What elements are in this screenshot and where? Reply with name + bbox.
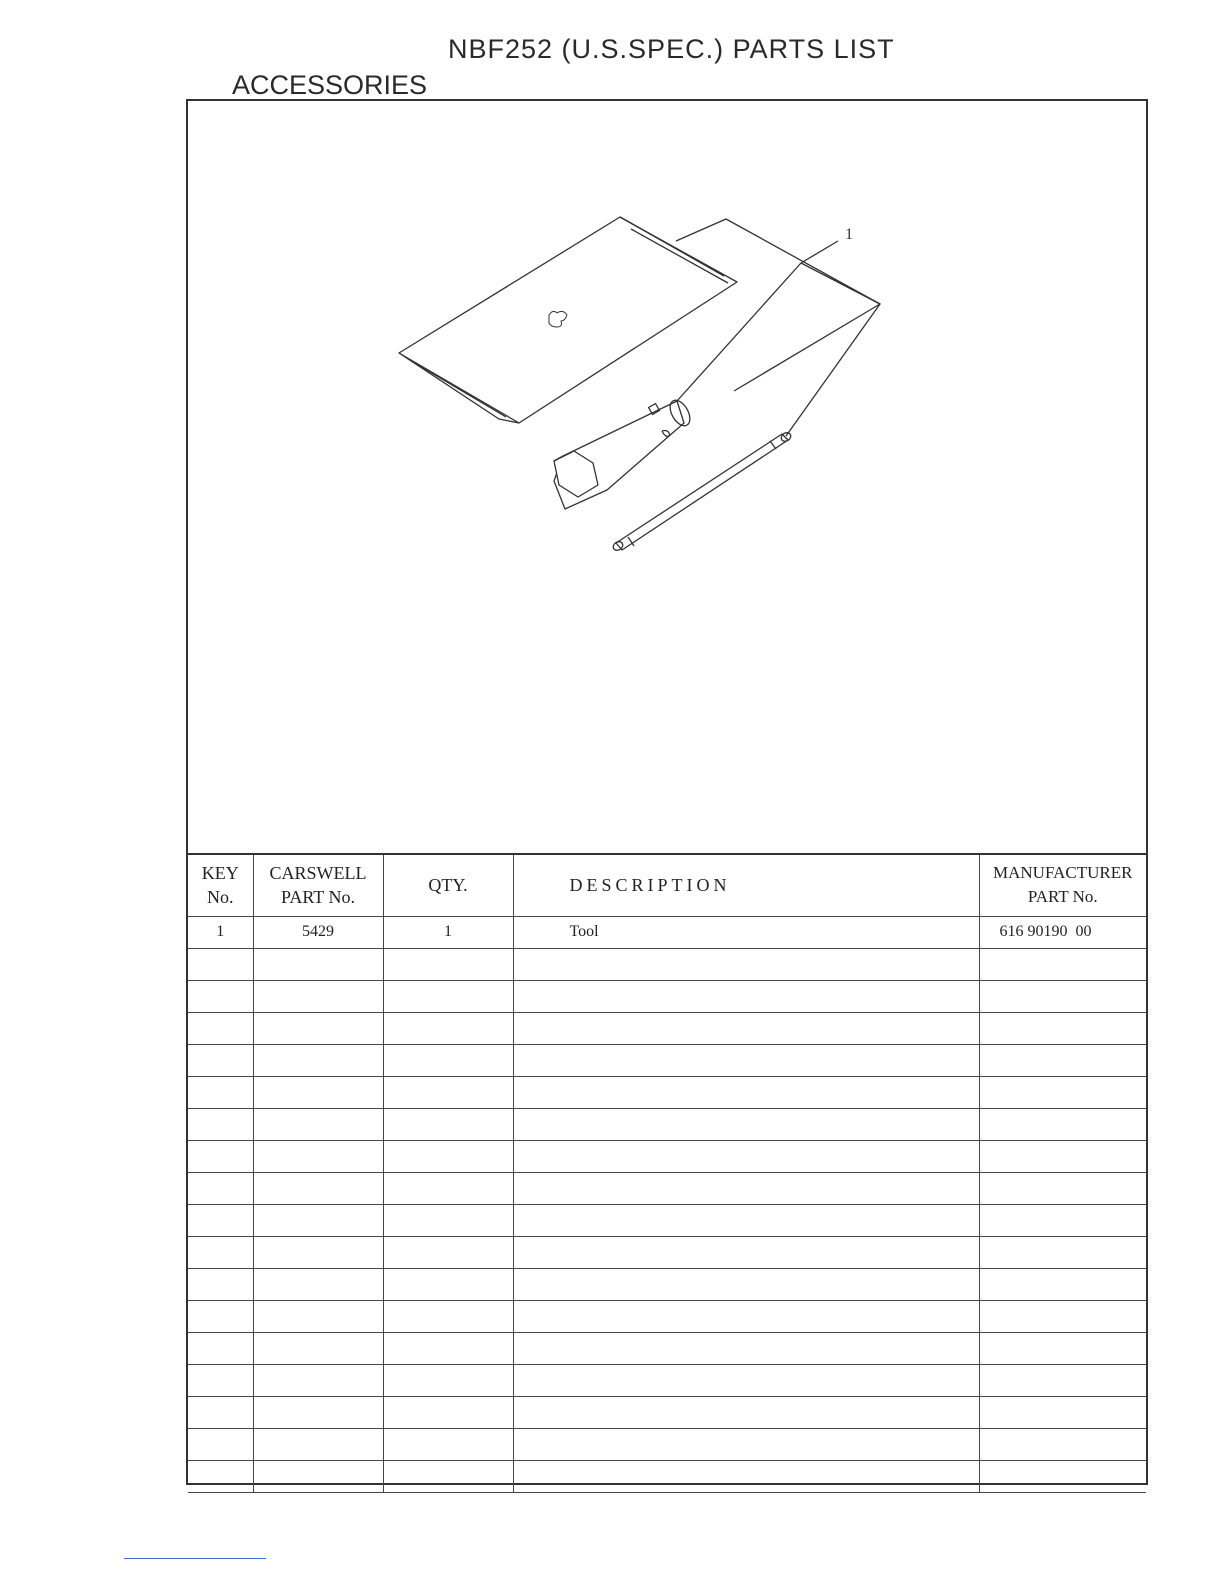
box-wrench-illustration: [554, 397, 694, 509]
quantity-cell: 1: [383, 916, 513, 948]
empty-cell: [513, 1204, 979, 1236]
empty-cell: [253, 1044, 383, 1076]
empty-cell: [513, 1044, 979, 1076]
empty-cell: [513, 1300, 979, 1332]
description-header: DESCRIPTION: [513, 854, 979, 916]
empty-cell: [979, 1140, 1146, 1172]
table-row-empty: [188, 1108, 1146, 1140]
empty-cell: [188, 1140, 253, 1172]
table-row-empty: [188, 1268, 1146, 1300]
table-row-empty: [188, 1332, 1146, 1364]
empty-cell: [253, 1332, 383, 1364]
empty-cell: [188, 1236, 253, 1268]
empty-cell: [383, 1332, 513, 1364]
empty-cell: [979, 1236, 1146, 1268]
empty-cell: [979, 1076, 1146, 1108]
empty-cell: [383, 980, 513, 1012]
empty-cell: [188, 1332, 253, 1364]
table-row-empty: [188, 1300, 1146, 1332]
callout-number: 1: [845, 226, 853, 243]
empty-cell: [253, 1140, 383, 1172]
table-row-empty: [188, 1460, 1146, 1492]
manufacturer-part-number-cell: 616 90190 00: [979, 916, 1146, 948]
empty-cell: [383, 1396, 513, 1428]
section-heading: ACCESSORIES: [232, 70, 428, 100]
empty-cell: [253, 1108, 383, 1140]
empty-cell: [979, 1268, 1146, 1300]
empty-cell: [383, 1012, 513, 1044]
empty-cell: [188, 1204, 253, 1236]
empty-cell: [253, 1460, 383, 1492]
empty-cell: [513, 1460, 979, 1492]
empty-cell: [513, 1236, 979, 1268]
empty-cell: [383, 948, 513, 980]
empty-cell: [513, 1428, 979, 1460]
key-number-header: KEY No.: [188, 854, 253, 916]
empty-cell: [513, 1108, 979, 1140]
empty-cell: [188, 1364, 253, 1396]
empty-cell: [383, 1364, 513, 1396]
empty-cell: [383, 1236, 513, 1268]
empty-cell: [253, 948, 383, 980]
empty-cell: [253, 1236, 383, 1268]
empty-cell: [513, 1140, 979, 1172]
table-row-empty: [188, 1396, 1146, 1428]
empty-cell: [979, 1172, 1146, 1204]
empty-cell: [979, 1044, 1146, 1076]
footer-rule: [124, 1558, 266, 1559]
empty-cell: [253, 1268, 383, 1300]
empty-cell: [188, 1428, 253, 1460]
carswell-part-number-header: CARSWELL PART No.: [253, 854, 383, 916]
empty-cell: [979, 1364, 1146, 1396]
manufacturer-part-number-header: MANUFACTURER PART No.: [979, 854, 1146, 916]
empty-cell: [979, 1300, 1146, 1332]
empty-cell: [513, 1012, 979, 1044]
empty-cell: [979, 1012, 1146, 1044]
table-row-empty: [188, 948, 1146, 980]
table-row-empty: [188, 1076, 1146, 1108]
table-row-empty: [188, 1428, 1146, 1460]
empty-cell: [979, 1108, 1146, 1140]
empty-cell: [383, 1076, 513, 1108]
empty-cell: [383, 1108, 513, 1140]
tool-bag-illustration: [399, 217, 880, 423]
empty-cell: [513, 1396, 979, 1428]
empty-cell: [188, 1268, 253, 1300]
carswell-part-number-cell: 5429: [253, 916, 383, 948]
empty-cell: [253, 1204, 383, 1236]
empty-cell: [383, 1140, 513, 1172]
empty-cell: [383, 1428, 513, 1460]
empty-cell: [383, 1204, 513, 1236]
table-row-empty: [188, 1236, 1146, 1268]
empty-cell: [513, 1332, 979, 1364]
empty-cell: [253, 1012, 383, 1044]
empty-cell: [979, 1428, 1146, 1460]
empty-cell: [188, 1044, 253, 1076]
table-row-empty: [188, 1044, 1146, 1076]
empty-cell: [513, 1268, 979, 1300]
page-title: NBF252 (U.S.SPEC.) PARTS LIST: [448, 34, 895, 64]
empty-cell: [253, 1428, 383, 1460]
empty-cell: [188, 1300, 253, 1332]
table-row-empty: [188, 1140, 1146, 1172]
table-row-empty: [188, 1364, 1146, 1396]
empty-cell: [383, 1172, 513, 1204]
exploded-view-drawing: [188, 101, 1146, 853]
parts-table: [188, 853, 1146, 1493]
empty-cell: [188, 980, 253, 1012]
table-row-empty: [188, 1204, 1146, 1236]
empty-cell: [188, 1172, 253, 1204]
key-number-cell: 1: [188, 916, 253, 948]
empty-cell: [383, 1268, 513, 1300]
table-row-empty: [188, 1172, 1146, 1204]
empty-cell: [253, 1076, 383, 1108]
empty-cell: [513, 948, 979, 980]
empty-cell: [383, 1460, 513, 1492]
empty-cell: [979, 1204, 1146, 1236]
empty-cell: [188, 1108, 253, 1140]
empty-cell: [188, 1076, 253, 1108]
empty-cell: [188, 1396, 253, 1428]
empty-cell: [253, 1300, 383, 1332]
empty-cell: [979, 1460, 1146, 1492]
quantity-header: QTY.: [383, 854, 513, 916]
empty-cell: [253, 1172, 383, 1204]
empty-cell: [513, 1076, 979, 1108]
table-row: [188, 916, 1146, 948]
table-header-row: [188, 854, 1146, 916]
empty-cell: [979, 1332, 1146, 1364]
empty-cell: [383, 1300, 513, 1332]
empty-cell: [188, 948, 253, 980]
empty-cell: [188, 1460, 253, 1492]
empty-cell: [188, 1012, 253, 1044]
table-row-empty: [188, 1012, 1146, 1044]
table-row-empty: [188, 980, 1146, 1012]
parts-sheet-frame: [186, 99, 1148, 1485]
empty-cell: [513, 1364, 979, 1396]
empty-cell: [979, 948, 1146, 980]
empty-cell: [253, 980, 383, 1012]
empty-cell: [383, 1044, 513, 1076]
empty-cell: [979, 1396, 1146, 1428]
empty-cell: [979, 980, 1146, 1012]
empty-cell: [513, 1172, 979, 1204]
empty-cell: [513, 980, 979, 1012]
description-cell: Tool: [513, 916, 979, 948]
empty-cell: [253, 1364, 383, 1396]
empty-cell: [253, 1396, 383, 1428]
